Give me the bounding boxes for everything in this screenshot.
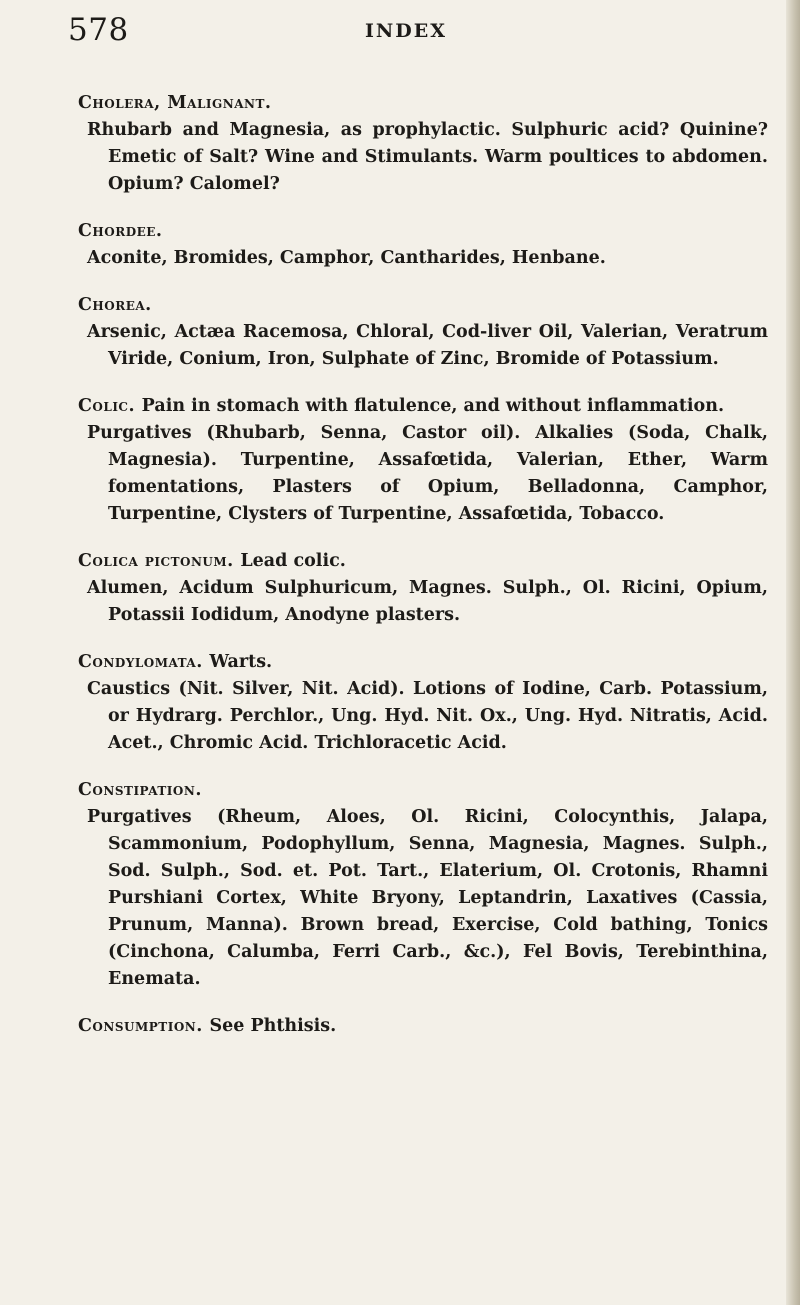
entry-body: Purgatives (Rhubarb, Senna, Castor oil). Alkalies (Soda, Chalk, Magnesia). Turpentine, Assafœtida, Valerian, Ether, Warm fomentations, Plasters of Opium, Belladonna, Camphor, Turpentine, Clysters of Turpentine, Assafœtida, Tobacco. <box>87 423 768 524</box>
entry-heading <box>78 393 768 420</box>
index-entries <box>78 90 768 1060</box>
index-entry <box>78 548 768 629</box>
entry-heading: Constipation. <box>78 780 202 800</box>
entry-subtitle: Warts. <box>209 652 273 672</box>
running-head: INDEX <box>365 20 447 42</box>
entry-subtitle: Pain in stomach with flatulence, and without inflammation. <box>141 396 725 416</box>
index-entry <box>78 1013 768 1040</box>
page-header <box>0 12 800 62</box>
page-edge <box>786 0 800 1305</box>
index-entry <box>78 218 768 272</box>
entry-body: Alumen, Acidum Sulphuricum, Magnes. Sulph., Ol. Ricini, Opium, Potassii Iodidum, Anodyne plasters. <box>87 578 768 625</box>
entry-heading: Chordee. <box>78 221 163 241</box>
index-entry <box>78 649 768 757</box>
entry-body: Caustics (Nit. Silver, Nit. Acid). Lotions of Iodine, Carb. Potassium, or Hydrarg. Perchlor., Ung. Hyd. Nit. Ox., Ung. Hyd. Nitratis, Acid. Acet., Chromic Acid. Trichloracetic Acid. <box>87 679 768 753</box>
entry-body: Aconite, Bromides, Camphor, Cantharides, Henbane. <box>87 248 606 268</box>
entry-subtitle: See Phthisis. <box>209 1016 337 1036</box>
entry-body: Arsenic, Actæa Racemosa, Chloral, Cod-liver Oil, Valerian, Veratrum Viride, Conium, Iron, Sulphate of Zinc, Bromide of Potassium. <box>87 322 768 369</box>
index-entry <box>78 393 768 528</box>
entry-heading: Cholera, Malignant. <box>78 93 272 113</box>
index-entry <box>78 90 768 198</box>
entry-title: Condylomata. <box>78 652 203 672</box>
page-number: 578 <box>68 12 129 48</box>
entry-body: Rhubarb and Magnesia, as prophylactic. Sulphuric acid? Quinine? Emetic of Salt? Wine and Stimulants. Warm poultices to abdomen. Opium? Calomel? <box>87 120 768 194</box>
index-entry <box>78 777 768 993</box>
entry-title: Consumption. <box>78 1016 203 1036</box>
entry-heading <box>78 1013 768 1040</box>
entry-title: Colica pictonum. <box>78 551 234 571</box>
entry-heading <box>78 649 768 676</box>
entry-heading: Chorea. <box>78 295 152 315</box>
entry-heading <box>78 548 768 575</box>
entry-body: Purgatives (Rheum, Aloes, Ol. Ricini, Colocynthis, Jalapa, Scammonium, Podophyllum, Senna, Magnesia, Magnes. Sulph., Sod. Sulph., Sod. et. Pot. Tart., Elaterium, Ol. Crotonis, Rhamni Purshiani Cortex, White Bryony, Leptandrin, Laxatives (Cassia, Prunum, Manna). Brown bread, Exercise, Cold bathing, Tonics (Cinchona, Calumba, Ferri Carb., &c.), Fel Bovis, Terebinthina, Enemata. <box>87 807 768 989</box>
entry-title: Colic. <box>78 396 136 416</box>
entry-subtitle: Lead colic. <box>240 551 346 571</box>
index-entry <box>78 292 768 373</box>
